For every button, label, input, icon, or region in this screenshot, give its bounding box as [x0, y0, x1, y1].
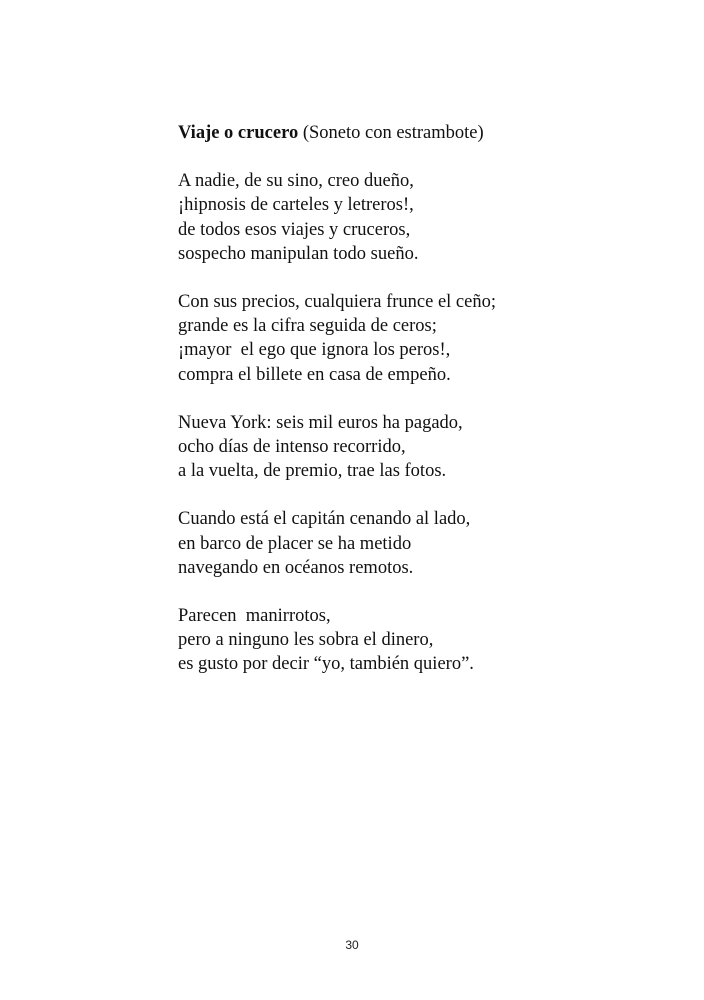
verse-line: a la vuelta, de premio, trae las fotos.	[178, 461, 447, 482]
verse-line: Parecen manirrotos,	[178, 606, 331, 627]
stanza-2	[178, 290, 658, 387]
verse-line: ocho días de intenso recorrido,	[178, 437, 406, 458]
poem-title: Viaje o crucero	[178, 123, 299, 143]
verse-line: Con sus precios, cualquiera frunce el ceño;	[178, 292, 496, 313]
verse-line: es gusto por decir “yo, también quiero”.	[178, 654, 474, 675]
verse-line: pero a ninguno les sobra el dinero,	[178, 630, 434, 651]
poem	[178, 121, 658, 701]
verse-line: grande es la cifra seguida de ceros;	[178, 316, 437, 337]
poem-title-line	[178, 121, 658, 145]
verse-line: compra el billete en casa de empeño.	[178, 364, 451, 385]
verse-line: en barco de placer se ha metido	[178, 533, 412, 554]
stanza-3	[178, 411, 658, 484]
stanza-5-estrambote	[178, 604, 658, 677]
verse-line: A nadie, de su sino, creo dueño,	[178, 171, 414, 192]
verse-line: Nueva York: seis mil euros ha pagado,	[178, 412, 463, 433]
verse-line: Cuando está el capitán cenando al lado,	[178, 509, 471, 530]
verse-line: ¡mayor el ego que ignora los peros!,	[178, 340, 451, 361]
stanza-1	[178, 169, 658, 266]
verse-line: de todos esos viajes y cruceros,	[178, 219, 411, 240]
page-number: 30	[345, 938, 359, 952]
stanza-4	[178, 507, 658, 580]
verse-line: ¡hipnosis de carteles y letreros!,	[178, 195, 414, 216]
verse-line: sospecho manipulan todo sueño.	[178, 243, 419, 264]
poem-subtitle: (Soneto con estrambote)	[302, 123, 484, 143]
verse-line: navegando en océanos remotos.	[178, 557, 414, 578]
